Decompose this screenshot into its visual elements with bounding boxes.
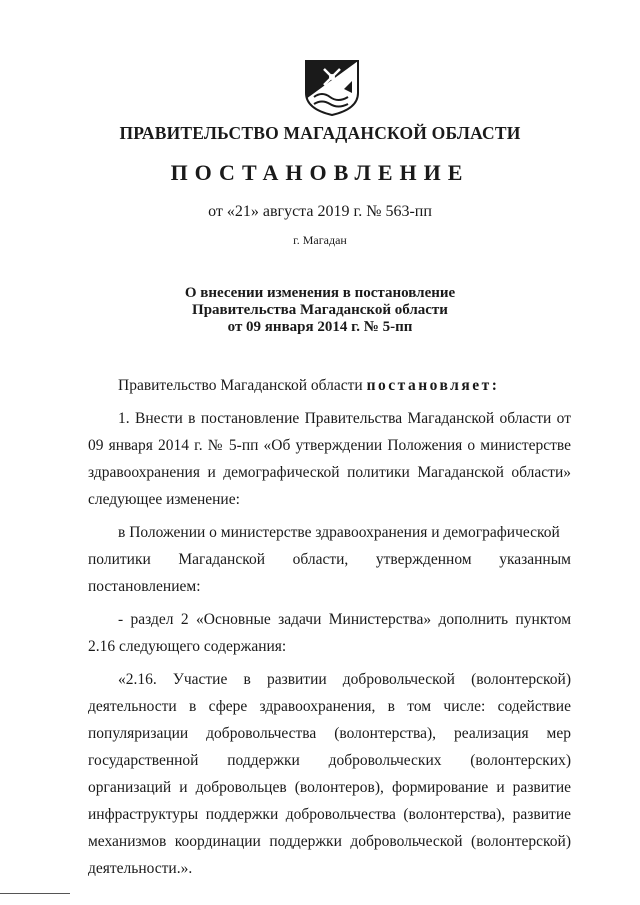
para2-line-2 [88,546,571,573]
intro-emphasis: постановляет: [366,377,500,394]
document-title [0,285,640,336]
coat-of-arms-emblem [304,59,360,117]
intro-paragraph [88,372,571,399]
para2-line-1: в Положении о министерстве здравоохранения и демографической [118,524,560,541]
para2-line-3: постановлением: [88,578,201,595]
para2-word-3: области, [292,551,349,568]
title-line-1: О внесении изменения в постановление [184,285,456,301]
para2-word-1: политики [88,551,151,568]
para2-word-5: указанным [499,551,571,568]
para3-paragraph: - раздел 2 «Основные задачи Министерства» дополнить пунктом 2.16 следующего содержания: [88,611,571,655]
issuing-authority: ПРАВИТЕЛЬСТВО МАГАДАНСКОЙ ОБЛАСТИ [119,123,521,143]
document-city: г. Магадан [293,233,347,247]
para2-word-4: утвержденном [375,551,472,568]
para2-word-2: Магаданской [178,551,265,568]
document-body [88,372,571,882]
intro-text: Правительство Магаданской области [118,377,367,394]
document-type: ПОСТАНОВЛЕНИЕ [170,160,470,185]
title-line-3: от 09 января 2014 г. № 5-пп [227,319,413,335]
para4-paragraph: «2.16. Участие в развитии добровольческой (волонтерской) деятельности в сфере здравоохранения, в том числе: содействие популяризации добровольчества (волонтерства), реализация мер государственной поддержки добровольческих (волонтерских) организаций и добровольцев (волонтеров), формирование и развитие инфраструктуры поддержки добровольчества (волонтерства), развитие механизмов координации поддержки добровольческой (волонтерской) деятельности.». [88,671,571,877]
item-1-paragraph: 1. Внести в постановление Правительства Магаданской области от 09 января 2014 г. № 5-пп «Об утверждении Положения о министерстве здравоохранения и демографической политики Магаданской области» следующее изменение: [88,410,571,508]
document-date-number: от «21» августа 2019 г. № 563-пп [208,203,432,220]
footer-rule [0,893,70,894]
title-line-2: Правительства Магаданской области [192,302,448,318]
